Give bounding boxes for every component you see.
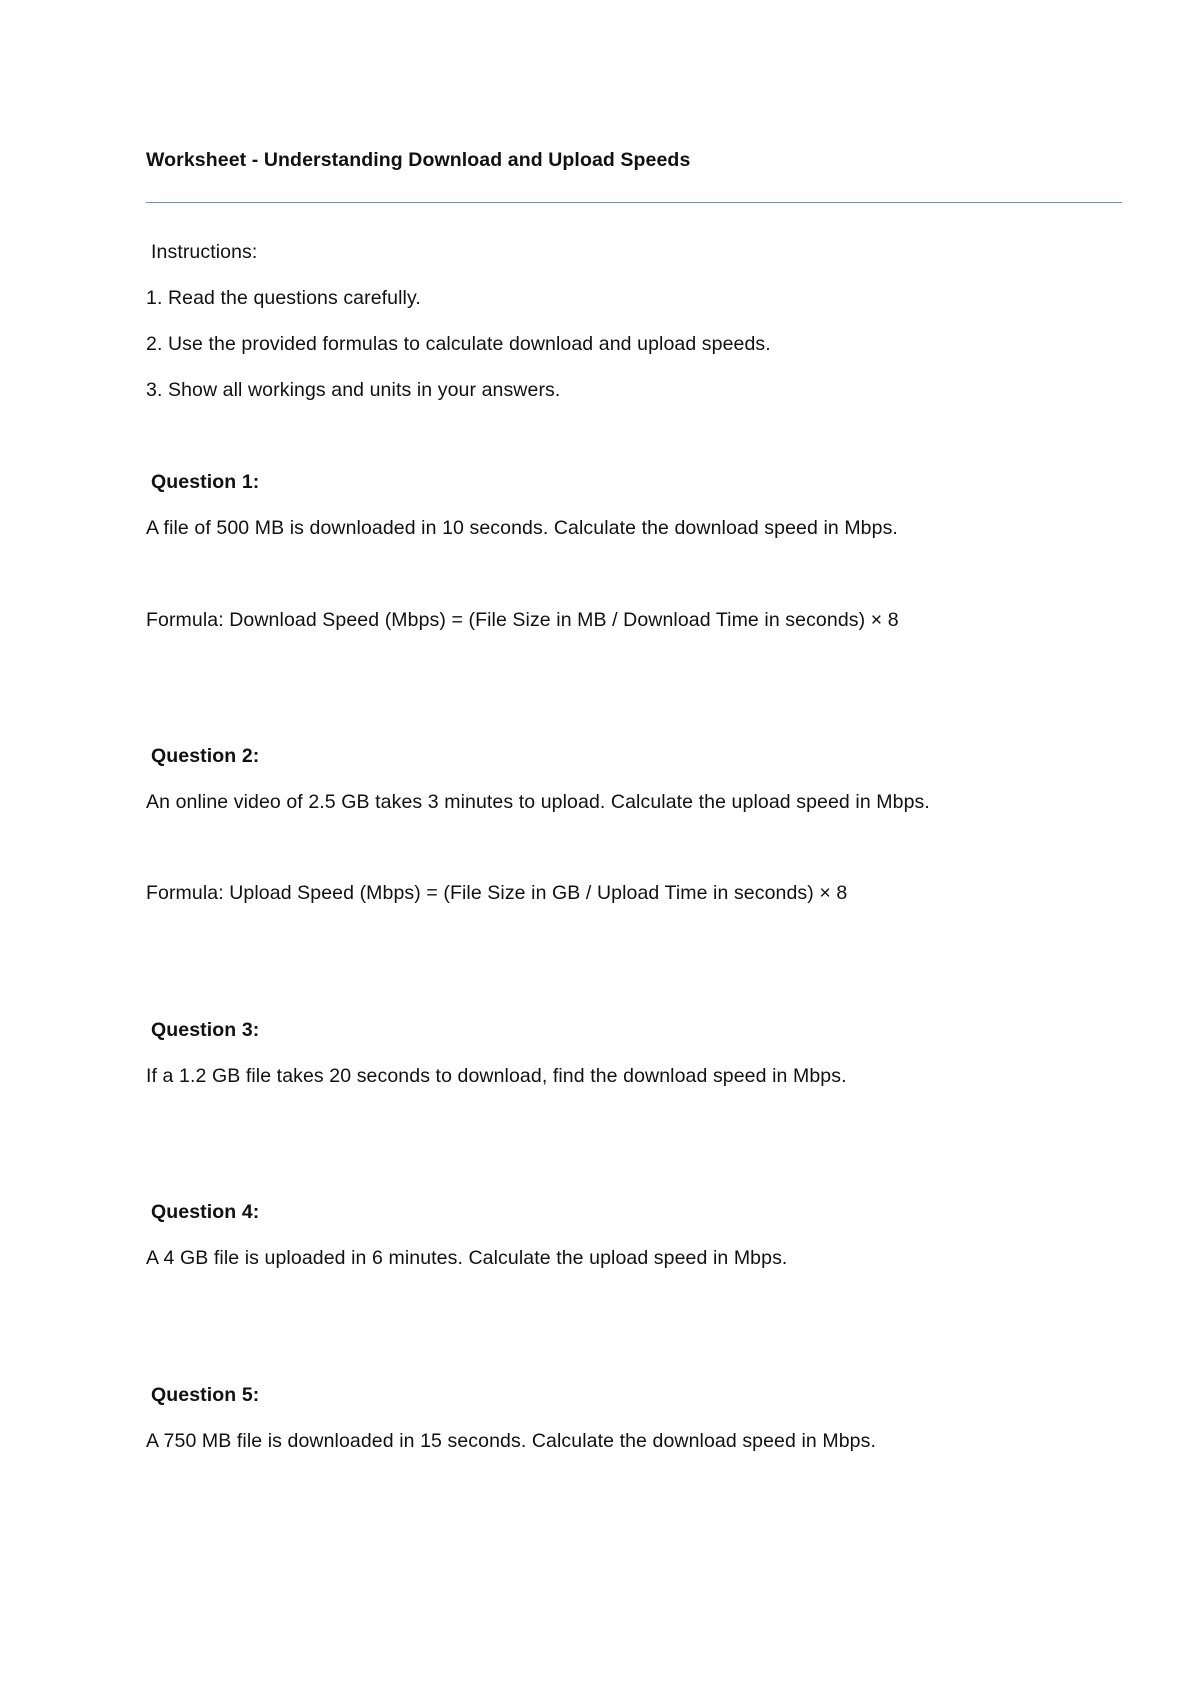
question-5-label: Question 5: (151, 1384, 260, 1406)
question-1-formula: Formula: Download Speed (Mbps) = (File Size in MB / Download Time in seconds) × 8 (146, 609, 899, 631)
question-1-label: Question 1: (151, 471, 260, 493)
question-1-text: A file of 500 MB is downloaded in 10 seconds. Calculate the download speed in Mbps. (146, 517, 898, 539)
instructions-heading: Instructions: (151, 241, 258, 263)
page-title: Worksheet - Understanding Download and Upload Speeds (146, 149, 691, 171)
title-divider (146, 202, 1122, 203)
question-2-formula: Formula: Upload Speed (Mbps) = (File Size in GB / Upload Time in seconds) × 8 (146, 882, 848, 904)
question-3-text: If a 1.2 GB file takes 20 seconds to download, find the download speed in Mbps. (146, 1065, 847, 1087)
question-4-text: A 4 GB file is uploaded in 6 minutes. Calculate the upload speed in Mbps. (146, 1247, 788, 1269)
instruction-item-1: 1. Read the questions carefully. (146, 287, 421, 309)
question-2-text: An online video of 2.5 GB takes 3 minutes to upload. Calculate the upload speed in Mbps. (146, 791, 930, 813)
instruction-item-3: 3. Show all workings and units in your answers. (146, 379, 561, 401)
instruction-item-2: 2. Use the provided formulas to calculate download and upload speeds. (146, 333, 771, 355)
question-5-text: A 750 MB file is downloaded in 15 seconds. Calculate the download speed in Mbps. (146, 1430, 876, 1452)
question-4-label: Question 4: (151, 1201, 260, 1223)
question-2-label: Question 2: (151, 745, 260, 767)
question-3-label: Question 3: (151, 1019, 260, 1041)
